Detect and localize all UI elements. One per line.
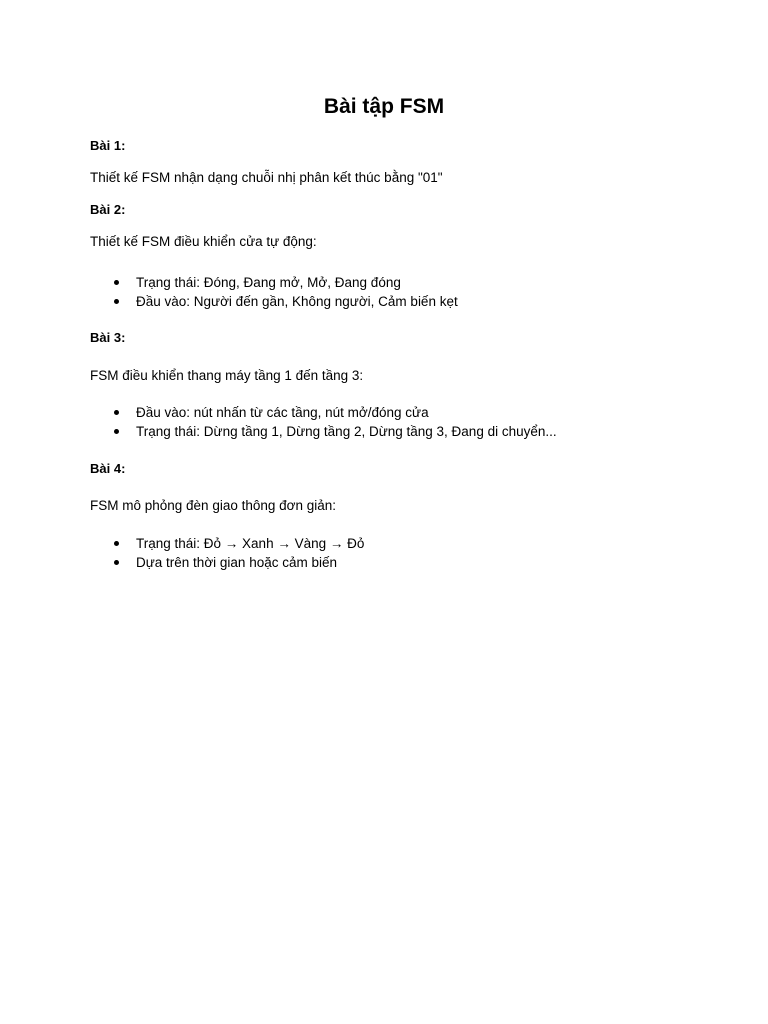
- exercise-4-text: FSM mô phỏng đèn giao thông đơn giản:: [90, 498, 337, 513]
- bullet-icon: [114, 410, 119, 415]
- list-item: [90, 553, 364, 572]
- bullet-icon: [114, 280, 119, 285]
- exercise-3-heading: Bài 3:: [90, 330, 126, 345]
- list-item-text: Đầu vào: nút nhấn từ các tầng, nút mở/đóng cửa: [136, 405, 429, 420]
- exercise-2-heading: Bài 2:: [90, 202, 126, 217]
- list-item: [90, 273, 458, 292]
- list-item-text: Trạng thái: Đóng, Đang mở, Mở, Đang đóng: [136, 275, 401, 290]
- bullet-icon: [114, 541, 119, 546]
- exercise-3-text: FSM điều khiển thang máy tầng 1 đến tầng 3:: [90, 368, 364, 383]
- exercise-4-heading: Bài 4:: [90, 461, 126, 476]
- list-item-text: Trạng thái: Dừng tầng 1, Dừng tầng 2, Dừng tầng 3, Đang di chuyển...: [136, 424, 557, 439]
- exercise-1-heading: Bài 1:: [90, 138, 126, 153]
- exercise-4-bullet-list: [90, 534, 364, 572]
- exercise-2-bullet-list: [90, 273, 458, 311]
- list-item-text: Đầu vào: Người đến gần, Không người, Cảm biến kẹt: [136, 294, 458, 309]
- document-title: Bài tập FSM: [323, 95, 445, 118]
- bullet-icon: [114, 560, 119, 565]
- list-item: [90, 534, 364, 553]
- exercise-2-text: Thiết kế FSM điều khiển cửa tự động:: [90, 234, 317, 249]
- list-item: [90, 422, 557, 441]
- bullet-icon: [114, 299, 119, 304]
- bullet-icon: [114, 429, 119, 434]
- exercise-3-bullet-list: [90, 403, 557, 441]
- exercise-1-text: Thiết kế FSM nhận dạng chuỗi nhị phân kết thúc bằng "01": [90, 170, 443, 185]
- list-item: [90, 292, 458, 311]
- list-item-text: Trạng thái: Đỏ → Xanh → Vàng → Đỏ: [136, 536, 365, 551]
- list-item-text: Dựa trên thời gian hoặc cảm biến: [136, 555, 337, 570]
- list-item: [90, 403, 557, 422]
